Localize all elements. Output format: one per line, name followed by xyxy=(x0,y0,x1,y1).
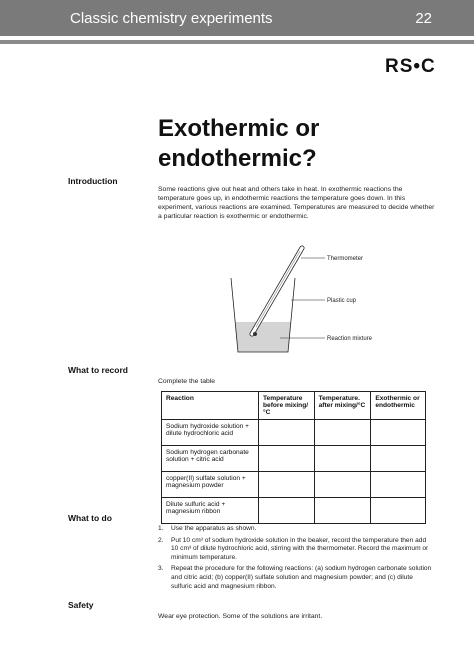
temp-after-cell[interactable] xyxy=(314,420,371,446)
thermometer-label: Thermometer xyxy=(327,256,364,262)
table-row xyxy=(162,420,426,446)
column-header-temp-before: Temperature before mixing/°C xyxy=(259,392,315,420)
introduction-heading: Introduction xyxy=(68,176,118,186)
exo-endo-cell[interactable] xyxy=(371,472,426,498)
list-item xyxy=(158,537,433,563)
reaction-mixture-liquid xyxy=(235,322,291,352)
apparatus-diagram xyxy=(225,238,435,368)
exo-endo-cell[interactable] xyxy=(371,420,426,446)
temp-after-cell[interactable] xyxy=(314,446,371,472)
reaction-cell: Dilute sulfuric acid + magnesium ribbon xyxy=(162,498,259,524)
results-table xyxy=(161,391,426,524)
temp-before-cell[interactable] xyxy=(259,498,315,524)
what-to-do-heading: What to do xyxy=(68,513,112,523)
step-text: Repeat the procedure for the following reactions: (a) sodium hydrogen carbonate solution and citric acid; (b) copper(II) sulfate solution and magnesium powder; and (c) dilute sulfuric acid and magnesium ribbon. xyxy=(171,565,432,590)
temp-after-cell[interactable] xyxy=(314,498,371,524)
column-header-reaction: Reaction xyxy=(162,392,259,420)
step-number: 2. xyxy=(158,536,164,544)
list-item xyxy=(158,525,433,534)
temp-before-cell[interactable] xyxy=(259,446,315,472)
list-item xyxy=(158,565,433,591)
table-row xyxy=(162,446,426,472)
what-to-record-heading: What to record xyxy=(68,365,128,375)
column-header-temp-after: Temperature. after mixing/°C xyxy=(314,392,371,420)
step-text: Use the apparatus as shown. xyxy=(171,525,257,532)
temp-after-cell[interactable] xyxy=(314,472,371,498)
safety-text: Wear eye protection. Some of the solutions are irritant. xyxy=(158,613,323,620)
reaction-cell: Sodium hydrogen carbonate solution + citric acid xyxy=(162,446,259,472)
reaction-mixture-label: Reaction mixture xyxy=(327,336,373,342)
table-header-row xyxy=(162,392,426,420)
step-number: 3. xyxy=(158,565,164,573)
exo-endo-cell[interactable] xyxy=(371,498,426,524)
column-header-exo-endo: Exothermic or endothermic xyxy=(371,392,426,420)
rsc-logo: RS•C xyxy=(385,56,436,77)
table-row xyxy=(162,472,426,498)
page-number: 22 xyxy=(415,10,432,27)
page-header xyxy=(0,0,474,36)
step-number: 1. xyxy=(158,525,164,532)
temp-before-cell[interactable] xyxy=(259,472,315,498)
reaction-cell: Sodium hydroxide solution + dilute hydrochloric acid xyxy=(162,420,259,446)
temp-before-cell[interactable] xyxy=(259,420,315,446)
header-rule xyxy=(0,40,474,44)
introduction-text: Some reactions give out heat and others take in heat. In exothermic reactions the temperature goes up, in endothermic reactions the temperature goes down. In this experiment, various reactions are examined. Temperatures are measured to decide whether a particular reaction is exothermic or endothermic. xyxy=(158,186,435,220)
table-instruction: Complete the table xyxy=(158,378,216,385)
reaction-cell: copper(II) sulfate solution + magnesium powder xyxy=(162,472,259,498)
plastic-cup-label: Plastic cup xyxy=(327,298,357,304)
header-title: Classic chemistry experiments xyxy=(70,10,273,27)
exo-endo-cell[interactable] xyxy=(371,446,426,472)
table-row xyxy=(162,498,426,524)
safety-heading: Safety xyxy=(68,600,94,610)
page-title: Exothermic or endothermic? xyxy=(158,115,320,172)
step-text: Put 10 cm³ of sodium hydroxide solution in the beaker, record the temperature then add 10 cm³ of dilute hydrochloric acid, stirring with the thermometer. Record the maximum or minimum temperature. xyxy=(171,536,429,561)
procedure-steps xyxy=(158,525,433,594)
